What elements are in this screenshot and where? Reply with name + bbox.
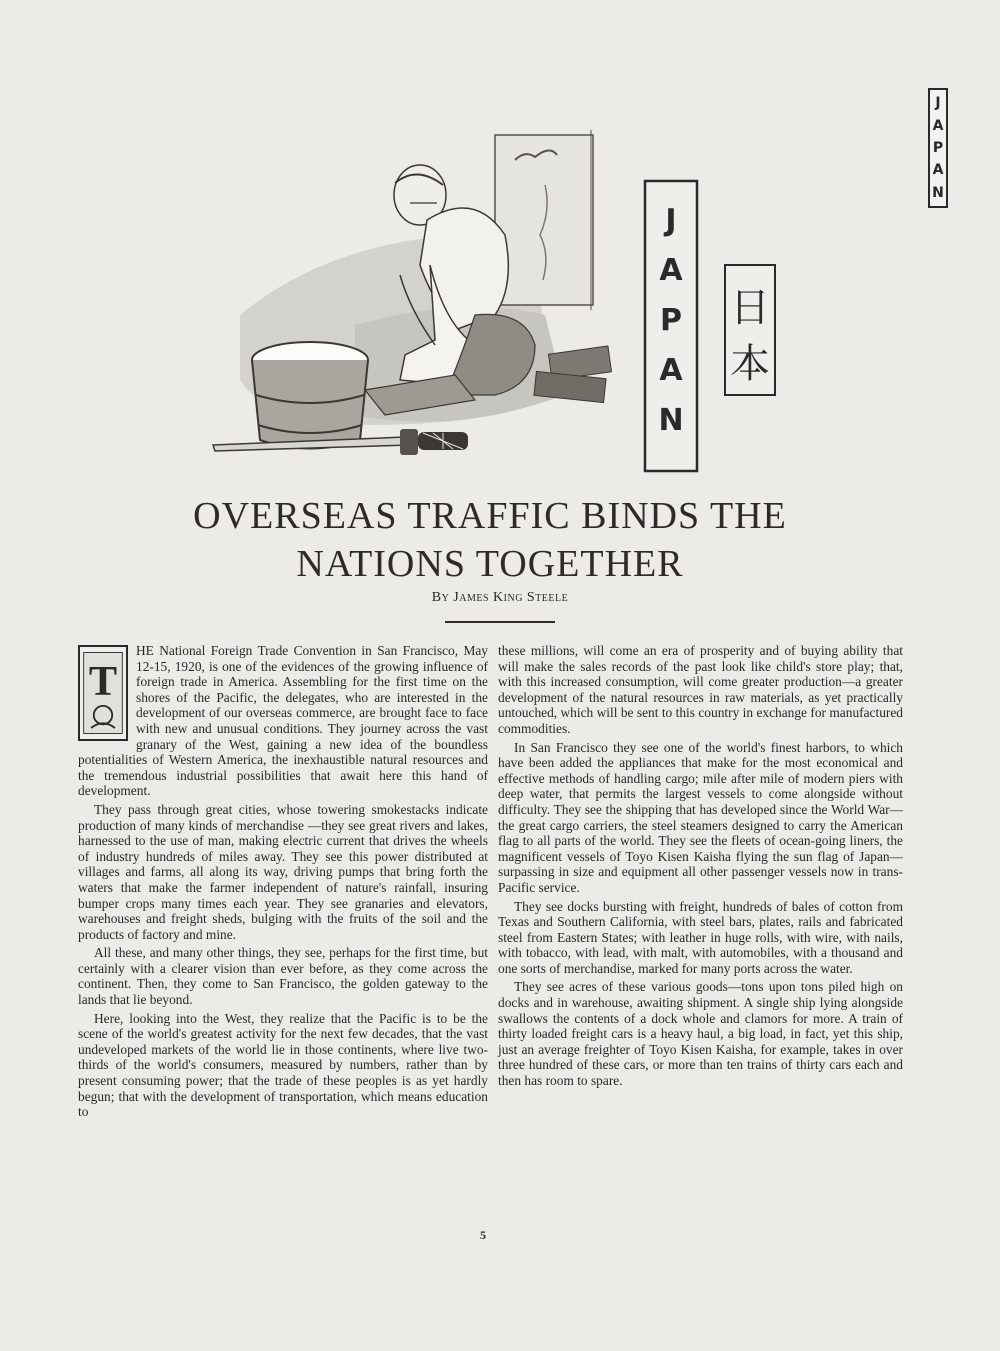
- panel-letter: A: [659, 253, 683, 288]
- title-divider: [445, 621, 555, 623]
- kanji-nihon-bottom: 本: [730, 341, 770, 387]
- paragraph: All these, and many other things, they see, perhaps for the first time, but certainly with a clearer vision than ever before, as they come across the continent. Then, they come to San Francisco, the golden gateway to the lands that lie beyond.: [78, 945, 488, 1008]
- panel-letter: N: [658, 403, 684, 438]
- paragraph: They see acres of these various goods—tons upon tons piled high on docks and in warehouse, awaiting shipment. A single ship lying alongside swallows the contents of a dock whole and clamors for more. A train of thirty loaded freight cars is a heavy haul, a big load, in fact, yet this ship, just an average freighter of Toyo Kisen Kaisha, for example, takes in over three hundred of these cars, or more than ten trains of thirty cars each and then has room to spare.: [498, 979, 903, 1089]
- japan-side-tab: [928, 88, 948, 208]
- page-number: 5: [480, 1228, 486, 1242]
- article-title: [60, 492, 920, 588]
- side-tab-letter: A: [932, 162, 944, 179]
- kanji-nihon-top: 日: [730, 285, 770, 331]
- side-tab-letter: A: [932, 117, 944, 134]
- side-tab-letter: N: [932, 184, 944, 201]
- byline: By James King Steele: [431, 590, 569, 605]
- title-line-1: OVERSEAS TRAFFIC BINDS THE: [193, 495, 787, 537]
- paragraph: HE National Foreign Trade Convention in San Francisco, May 12-15, 1920, is one of the evidences of the growing influence of foreign trade in America. Assembling for the first time on the shores of the Pacific, the delegates, who are interested in the development of our overseas commerce, are brought face to face with new and unusual conditions. They journey across the vast granary of the West, gaining a new idea of the boundless potentialities of Western America, the inexhaustible natural resources and the tremendous industrial possibilities that await here this hand of development.: [78, 643, 488, 799]
- panel-letter: J: [665, 203, 677, 238]
- panel-letter: P: [660, 303, 682, 338]
- paragraph: In San Francisco they see one of the world's finest harbors, to which have been added the appliances that make for the most economical and effective methods of handling cargo; mile after mile of modern piers with deep water, that permits the largest vessels to come alongside without difficulty. They see the shipping that has developed since the World War—the great cargo carriers, the steel steamers designed to carry the American flag to all parts of the world. They see the fleets of ocean-going liners, the magnificent vessels of Toyo Kisen Kaisha flying the sun flag of Japan—surpassing in size and equipment all other passenger vessels now in trans-Pacific service.: [498, 739, 903, 895]
- side-tab-letter: J: [935, 95, 941, 112]
- side-tab-letter: P: [932, 139, 944, 156]
- article-column-right: [498, 643, 903, 1092]
- dropcap-letter: T: [88, 657, 118, 705]
- title-line-2: NATIONS TOGETHER: [296, 543, 684, 585]
- paragraph: They pass through great cities, whose towering smokestacks indicate production of many kinds of merchandise —they see great rivers and lakes, harnessed to the use of man, making electric current that drives the wheels of industry hundreds of miles away. They see this power distributed at villages and farms, all along its way, driving pumps that bring forth the waters that make the farmer independent of nature's rainfall, insuring bumper crops many times each year. They see granaries and elevators, warehouses and freight sheds, bulging with the fruits of the soil and the products of factory and mine.: [78, 801, 488, 942]
- paragraph: Here, looking into the West, they realize that the Pacific is to be the scene of the world's greatest activity for the next few decades, that the vast undeveloped markets of the world lie in those continents, where live two-thirds of the world's consumers, measured by numbers, rather than by present consuming power; that the trade of these peoples is as yet hardly begun; that with the development of transportation, which means education to: [78, 1010, 488, 1120]
- panel-letter: A: [659, 353, 683, 388]
- paragraph: They see docks bursting with freight, hundreds of bales of cotton from Texas and Southern California, with steel bars, plates, rails and fabricated steel from Eastern States; with leather in huge rolls, with wire, with nails, with tobacco, with lead, with malt, with automobiles, with a thousand and one sorts of merchandise, marked for many ports across the water.: [498, 898, 903, 976]
- craftsman-illustration: [205, 95, 795, 490]
- ornamental-dropcap: [78, 645, 128, 741]
- paragraph: these millions, will come an era of prosperity and of buying ability that will make the sales records of the past look like child's store play; that, with this increased consumption, will come greater production—a greater development of the natural resources in raw materials, as yet practically untouched, which will be sent to this country in exchange for manufactured commodities.: [498, 643, 903, 736]
- article-column-left: [78, 643, 488, 1123]
